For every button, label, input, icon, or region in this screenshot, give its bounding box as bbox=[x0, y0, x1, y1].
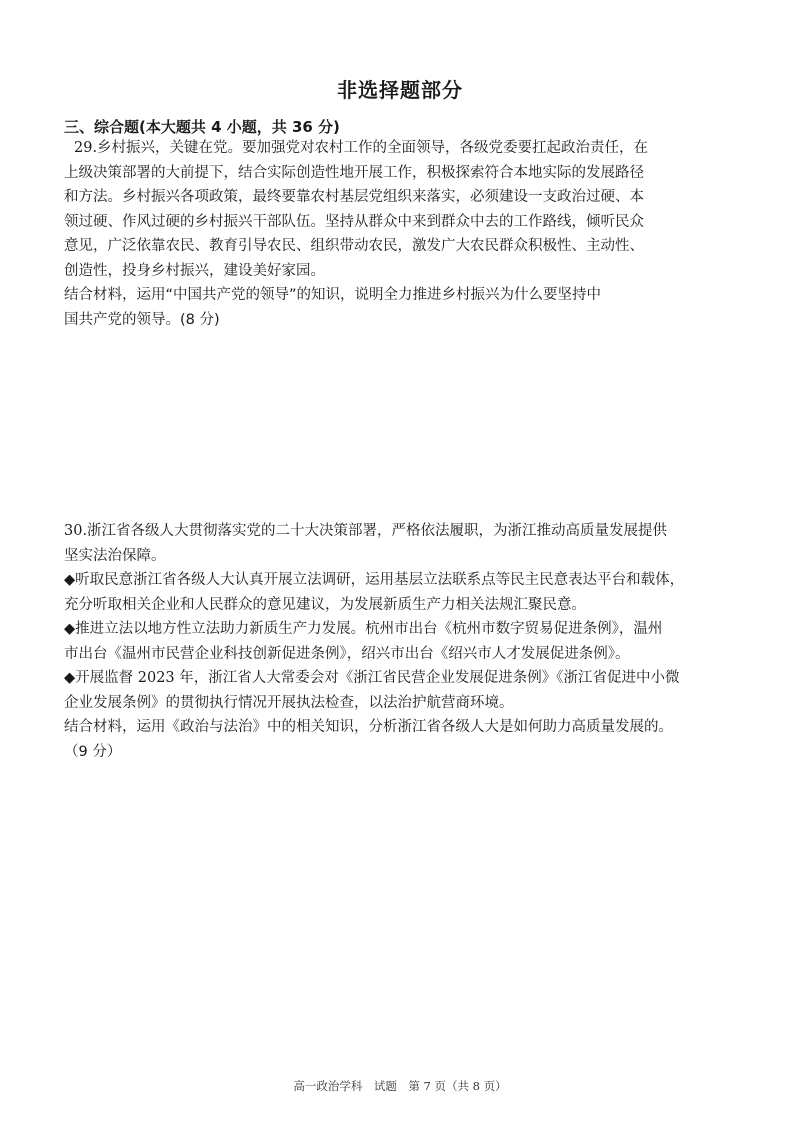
q29-line-4: 领过硬、作风过硬的乡村振兴干部队伍。坚持从群众中来到群众中去的工作路线，倾听民众 bbox=[64, 213, 644, 230]
q29-line-6: 创造性，投身乡村振兴，建设美好家园。 bbox=[64, 262, 325, 279]
part-title: 非选择题部分 bbox=[337, 78, 463, 102]
q30-line-3: ◆听取民意浙江省各级人大认真开展立法调研，运用基层立法联系点等民主民意表达平台和载体， bbox=[64, 572, 685, 588]
q29-line-3: 和方法。乡村振兴各项政策，最终要靠农村基层党组织来落实，必须建设一支政治过硬、本 bbox=[64, 189, 644, 205]
q30-line-5: ◆推进立法以地方性立法助力新质生产力发展。杭州市出台《杭州市数字贸易促进条例》，温州 bbox=[64, 621, 663, 637]
q29-line-2: 上级决策部署的大前提下，结合实际创造性地开展工作，积极探索符合本地实际的发展路径 bbox=[64, 164, 644, 181]
q30-line-6: 市出台《温州市民营企业科技创新促进条例》，绍兴市出台《绍兴市人才发展促进条例》。 bbox=[64, 645, 630, 662]
page-footer: 高一政治学科 试题 第 7 页（共 8 页） bbox=[293, 1079, 507, 1093]
q30-line-4: 充分听取相关企业和人民群众的意见建议，为发展新质生产力相关法规汇聚民意。 bbox=[64, 596, 586, 613]
q29-prompt-line-2: 国共产党的领导。(8 分) bbox=[64, 311, 220, 328]
q30-line-8: 企业发展条例》的贯彻执行情况开展执法检查，以法治护航营商环境。 bbox=[64, 694, 514, 711]
question-30 bbox=[64, 519, 744, 764]
q30-line-1: 30.浙江省各级人大贯彻落实党的二十大决策部署，严格依法履职，为浙江推动高质量发展提供 bbox=[64, 523, 668, 539]
q29-line-5: 意见，广泛依靠农民、教育引导农民、组织带动农民，激发广大农民群众积极性、主动性、 bbox=[64, 238, 644, 254]
q30-line-2: 坚实法治保障。 bbox=[64, 547, 166, 564]
q29-line-1: 29.乡村振兴，关键在党。要加强党对农村工作的全面领导，各级党委要扛起政治责任，在 bbox=[74, 140, 649, 156]
q29-prompt-line-1: 结合材料，运用“中国共产党的领导”的知识，说明全力推进乡村振兴为什么要坚持中 bbox=[64, 287, 602, 303]
question-29 bbox=[64, 136, 744, 332]
q30-prompt-line-2: （9 分） bbox=[64, 743, 122, 760]
q30-prompt-line-1: 结合材料，运用《政治与法治》中的相关知识，分析浙江省各级人大是如何助力高质量发展的。 bbox=[64, 719, 673, 735]
q30-line-7: ◆开展监督 2023 年，浙江省人大常委会对《浙江省民营企业发展促进条例》《浙江省促进中小微 bbox=[64, 670, 680, 686]
section-heading: 三、综合题(本大题共 4 小题，共 36 分) bbox=[64, 118, 340, 136]
